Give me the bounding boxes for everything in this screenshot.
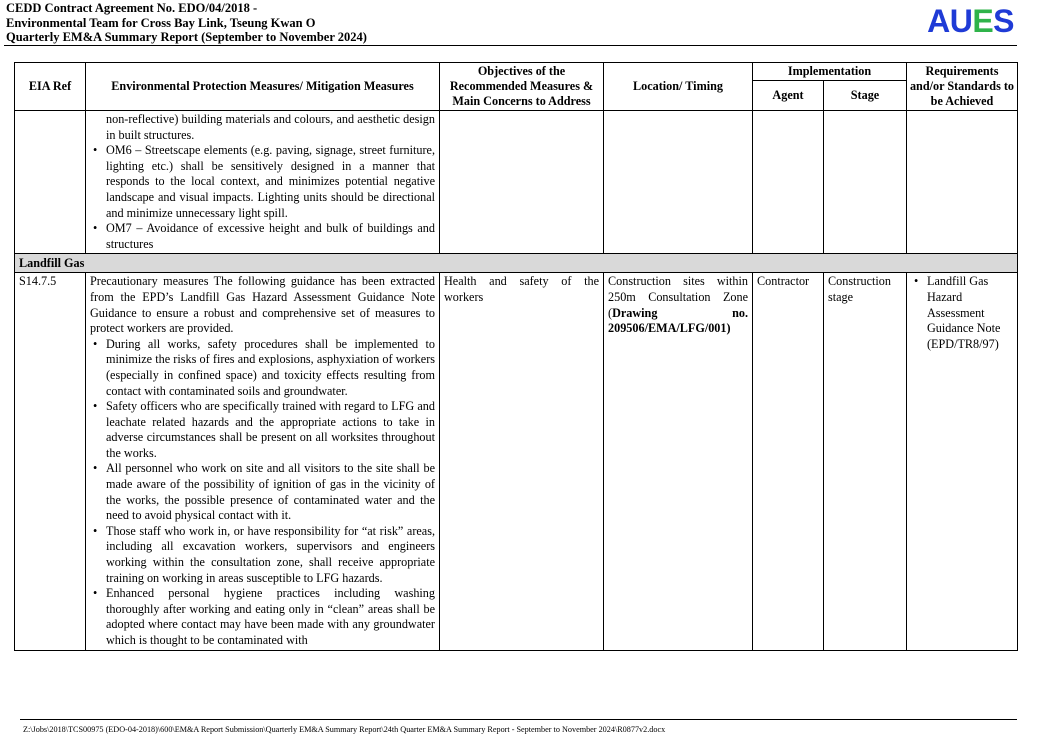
- list-item: • OM6 – Streetscape elements (e.g. paving, signage, street furniture, lighting etc.) shall be sensitively designed in a manner that responds to the local context, and minimizes potential negative landscape and visual impacts. Lighting units should be directional and minimize unnecessary light spill.: [106, 143, 435, 221]
- header-divider: [4, 45, 1017, 46]
- requirements-list: [911, 274, 1013, 352]
- table-row: [15, 111, 1018, 254]
- header-row-1: [15, 63, 1018, 81]
- header-location-timing: Location/ Timing: [604, 63, 753, 111]
- list-item: • During all works, safety procedures shall be implemented to minimize the risks of fires and explosions, asphyxiation of workers (especially in confined space) and toxicity effects resulting from contact with contaminated soils and groundwater.: [106, 337, 435, 399]
- objectives-cell: [440, 111, 604, 254]
- header-implementation: Implementation: [753, 63, 907, 81]
- section-row: [15, 254, 1018, 273]
- location-cell: [604, 111, 753, 254]
- list-item: • All personnel who work on site and all visitors to the site shall be made aware of the possibility of ignition of gas in the vicinity of the works, the possible presence of contaminated water and the need to avoid physical contact with it.: [106, 461, 435, 523]
- list-item: • Those staff who work in, or have responsibility for “at risk” areas, including all excavation workers, supervisors and engineers working within the consultation zone, shall receive appropriate training on working in areas susceptible to LFG hazards.: [106, 524, 435, 586]
- table-row: [15, 273, 1018, 650]
- list-item: • Landfill Gas Hazard Assessment Guidance Note (EPD/TR8/97): [927, 274, 1013, 352]
- continued-text: non-reflective) building materials and colours, and aesthetic design in built structures.: [106, 112, 435, 142]
- ref-cell: S14.7.5: [15, 273, 86, 650]
- team-title: Environmental Team for Cross Bay Link, Tseung Kwan O: [6, 15, 316, 30]
- mitigation-measures-table: [14, 62, 1018, 651]
- agent-cell: [753, 111, 824, 254]
- aues-logo: [927, 2, 1014, 40]
- header-requirements: Requirements and/or Standards to be Achieved: [907, 63, 1018, 111]
- header-stage: Stage: [824, 81, 907, 111]
- footer-divider: [20, 719, 1017, 720]
- requirements-cell: [907, 273, 1018, 650]
- agent-cell: Contractor: [753, 273, 824, 650]
- logo-letter-e: E: [972, 3, 994, 39]
- section-title: Landfill Gas: [15, 254, 1018, 273]
- logo-letter-s: S: [993, 3, 1014, 39]
- logo-letter-u: U: [949, 3, 973, 39]
- stage-cell: [824, 111, 907, 254]
- drawing-reference: Drawing no. 209506/EMA/LFG/001): [608, 305, 748, 336]
- measures-bullet-list: [90, 337, 435, 649]
- measures-intro: Precautionary measures The following guidance has been extracted from the EPD’s Landfill Gas Hazard Assessment Guidance Note Guidance to ensure a robust and comprehensive set of measures to protect workers are provided.: [90, 274, 435, 336]
- stage-cell: Construction stage: [824, 273, 907, 650]
- header-eia-ref: EIA Ref: [15, 63, 86, 111]
- measures-cell: [86, 273, 440, 650]
- document-header: [6, 1, 367, 45]
- objectives-cell: Health and safety of the workers: [440, 273, 604, 650]
- location-cell: [604, 273, 753, 650]
- report-title: Quarterly EM&A Summary Report (September to November 2024): [6, 30, 367, 44]
- list-item: • Enhanced personal hygiene practices including washing thoroughly after working and eating only in “clean” areas shall be adopted where contact may have been made with any groundwater which is thought to be contaminated with: [106, 586, 435, 648]
- location-text: Construction sites within 250m Consultation Zone (: [608, 274, 748, 320]
- list-item: • OM7 – Avoidance of excessive height and bulk of buildings and structures: [106, 221, 435, 252]
- requirements-cell: [907, 111, 1018, 254]
- contract-title: CEDD Contract Agreement No. EDO/04/2018 -: [6, 1, 258, 15]
- header-measures: Environmental Protection Measures/ Mitigation Measures: [86, 63, 440, 111]
- header-agent: Agent: [753, 81, 824, 111]
- logo-letter-a: A: [927, 3, 950, 39]
- header-objectives: Objectives of the Recommended Measures & Main Concerns to Address: [440, 63, 604, 111]
- ref-cell: [15, 111, 86, 254]
- list-item: • Safety officers who are specifically trained with regard to LFG and leachate related hazards and the appropriate actions to take in adverse circumstances shall be present on all worksites throughout the works.: [106, 399, 435, 461]
- file-path-footer: Z:\Jobs\2018\TCS00975 (EDO-04-2018)\600\EM&A Report Submission\Quarterly EM&A Summary Report\24th Quarter EM&A Summary Report - September to November 2024\R0877v2.docx: [23, 725, 666, 734]
- measures-cell: [86, 111, 440, 254]
- measures-bullet-list: [90, 143, 435, 252]
